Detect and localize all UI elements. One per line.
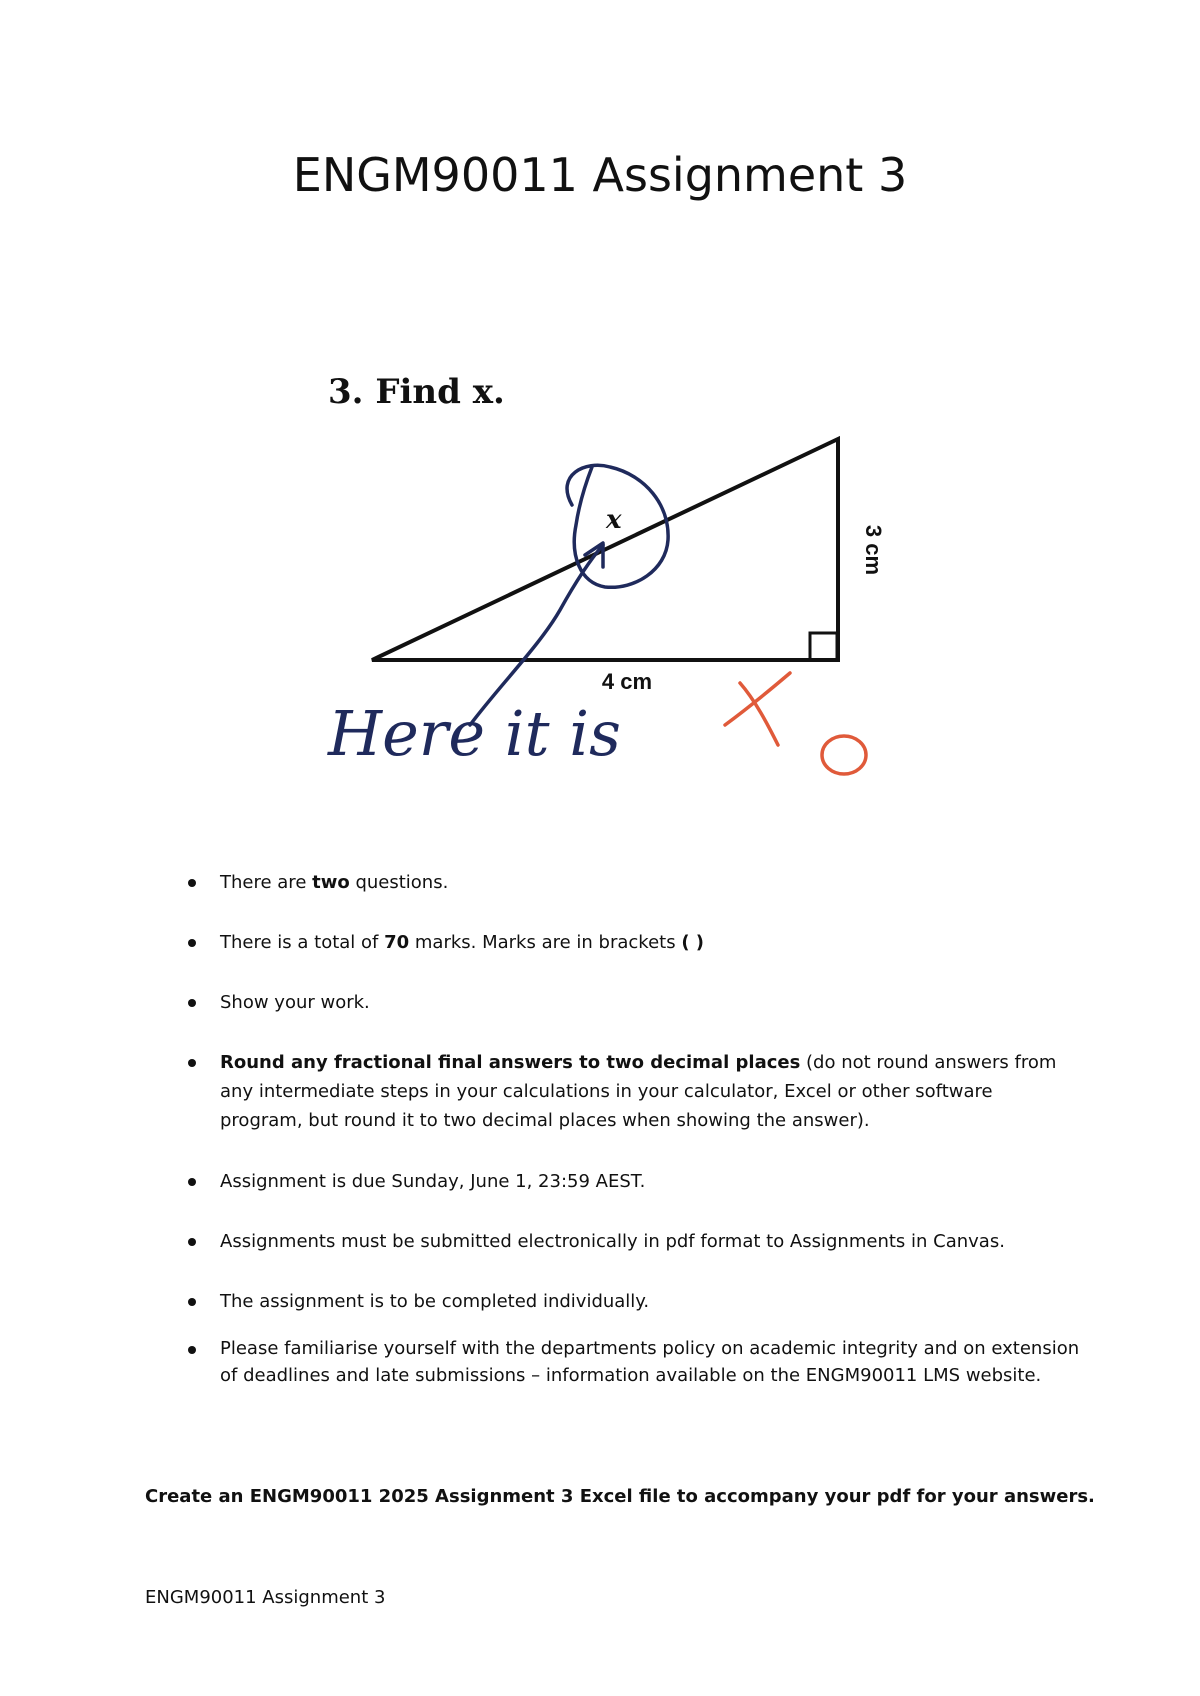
bullet-icon [188,1298,196,1306]
closing-note: Create an ENGM90011 2025 Assignment 3 Excel file to accompany your pdf for your answers. [145,1486,1095,1507]
find-x-figure [300,355,920,815]
red-x-stroke-2 [725,673,790,725]
list-item-text: Please familiarise yourself with the departments policy on academic integrity and on extension of deadlines and late submissions – information available on the ENGM90011 LMS website. [220,1338,1080,1386]
bullet-icon [188,1238,196,1246]
list-item-text: Assignment is due Sunday, June 1, 23:59 AEST. [220,1171,646,1192]
red-x-stroke-1 [740,683,778,745]
list-item-text: There are two questions. [220,872,449,893]
page-footer: ENGM90011 Assignment 3 [145,1587,386,1608]
side-horizontal-label: 4 cm [601,669,653,694]
handwritten-note: Here it is [328,697,621,770]
right-triangle [372,439,838,660]
list-item-text: There is a total of 70 marks. Marks are in brackets ( ) [220,932,705,953]
bullet-icon [188,939,196,947]
list-item [160,868,1080,897]
list-item-text: Show your work. [220,992,370,1013]
list-item [160,988,1080,1017]
list-item [160,1227,1080,1256]
triangle-diagram [300,355,920,815]
list-item-text: Round any fractional final answers to two decimal places (do not round answers from any intermediate steps in your calculations in your calculator, Excel or other software program, but round it to two decimal places when showing the answer). [220,1052,1057,1131]
bullet-icon [188,879,196,887]
bullet-icon [188,1178,196,1186]
list-item [160,1048,1080,1135]
side-vertical-label: 3 cm [861,524,886,576]
list-item [160,1335,1080,1389]
page-title: ENGM90011 Assignment 3 [292,148,908,202]
red-zero-score-mark [822,736,866,774]
bullet-icon [188,1346,196,1354]
right-angle-marker [810,633,837,660]
list-item-text: Assignments must be submitted electronically in pdf format to Assignments in Canvas. [220,1231,1005,1252]
question-label: 3. Find x. [328,372,505,412]
bullet-icon [188,1059,196,1067]
list-item-text: The assignment is to be completed individually. [220,1291,650,1312]
x-label: x [606,505,622,535]
list-item [160,1287,1080,1316]
bullet-icon [188,999,196,1007]
list-item [160,1167,1080,1196]
list-item [160,928,1080,957]
